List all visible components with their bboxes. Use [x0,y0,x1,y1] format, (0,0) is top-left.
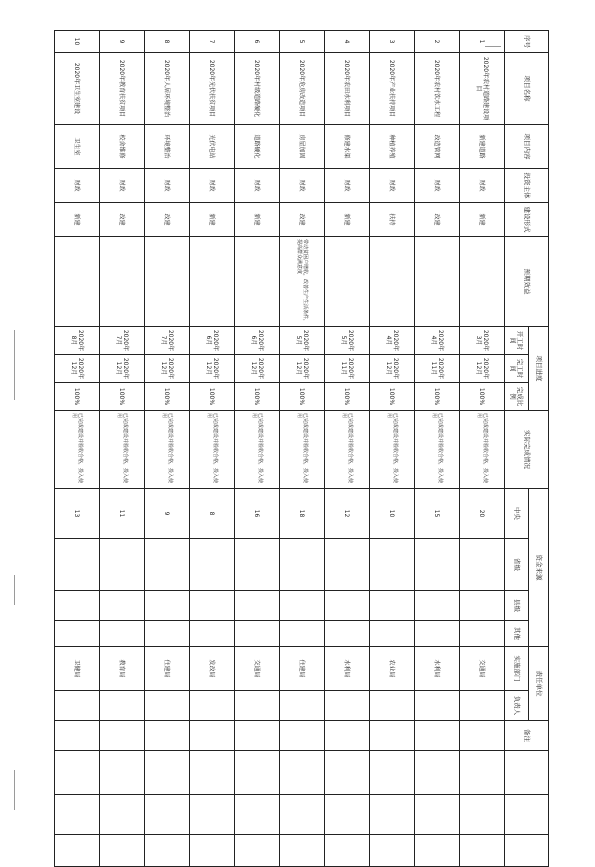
table-row [55,31,100,867]
cell-central: 10 [370,489,415,539]
cell-finish: 2020年12月 [280,355,325,383]
cell-investor: 财政 [190,169,235,203]
cell-start: 2020年4月 [415,327,460,355]
cell-seq: 9 [100,31,145,53]
cell-content: 环境整治 [145,125,190,169]
cell-actual: 已完成建设并验收合格，投入使用 [460,411,505,489]
cell-name: 2020年村级道路硬化 [235,53,280,125]
cell-completion: 100% [145,383,190,411]
cell-blank [370,795,415,835]
cell-start: 2020年5月 [280,327,325,355]
cell-blank [190,795,235,835]
cell-form: 改建 [100,203,145,237]
cell-name: 2020年人居环境整治 [145,53,190,125]
cell-blank [235,795,280,835]
cell-expected [460,237,505,327]
project-table [54,30,549,867]
cell-form: 新建 [235,203,280,237]
cell-lead [55,691,100,721]
table-row [280,31,325,867]
cell-form: 新建 [325,203,370,237]
cell-dept: 住建局 [145,647,190,691]
col-header-expected: 预期效益 [505,237,549,327]
cell-expected [325,237,370,327]
cell-blank [235,751,280,795]
col-header-blank-1 [505,751,549,795]
cell-other [370,621,415,647]
cell-blank [190,751,235,795]
cell-expected [100,237,145,327]
group-header-progress: 项目进度 [529,327,549,411]
cell-central: 9 [145,489,190,539]
cell-county [145,591,190,621]
cell-blank [280,795,325,835]
cell-remark [190,721,235,751]
cell-county [325,591,370,621]
cell-content: 新建道路 [460,125,505,169]
table-row [370,31,415,867]
col-header-province: 省级 [505,539,529,591]
cell-actual: 已完成建设并验收合格，投入使用 [190,411,235,489]
cell-name: 2020年教育扶贫项目 [100,53,145,125]
cell-remark [370,721,415,751]
cell-content: 光伏电站 [190,125,235,169]
table-row [145,31,190,867]
cell-province [415,539,460,591]
cell-county [460,591,505,621]
cell-blank [325,835,370,867]
cell-blank [235,835,280,867]
cell-blank [55,835,100,867]
cell-seq: 5 [280,31,325,53]
cell-seq: 1 [460,31,505,53]
cell-completion: 100% [415,383,460,411]
cell-finish: 2020年12月 [235,355,280,383]
cell-other [325,621,370,647]
cell-blank [145,835,190,867]
cell-blank [370,835,415,867]
cell-county [370,591,415,621]
col-header-blank-3 [505,835,549,867]
cell-blank [460,795,505,835]
cell-start: 2020年6月 [190,327,235,355]
cell-blank [280,751,325,795]
cell-blank [280,835,325,867]
cell-start: 2020年5月 [325,327,370,355]
col-header-investor: 投资主体 [505,169,549,203]
cell-actual: 已完成建设并验收合格，投入使用 [415,411,460,489]
cell-dept: 住建局 [280,647,325,691]
table-row [460,31,505,867]
rotated-table-wrapper [54,30,549,810]
cell-county [190,591,235,621]
cell-central: 8 [190,489,235,539]
col-header-finish: 完工时间 [505,355,529,383]
cell-dept: 教育局 [100,647,145,691]
col-header-blank-2 [505,795,549,835]
cell-blank [370,751,415,795]
scan-mark [14,330,15,400]
cell-dept: 水利局 [415,647,460,691]
cell-expected [190,237,235,327]
cell-actual: 已完成建设并验收合格，投入使用 [370,411,415,489]
cell-lead [415,691,460,721]
cell-finish: 2020年12月 [145,355,190,383]
cell-lead [325,691,370,721]
cell-county [235,591,280,621]
cell-expected [415,237,460,327]
cell-completion: 100% [55,383,100,411]
cell-central: 11 [100,489,145,539]
cell-remark [415,721,460,751]
cell-blank [415,835,460,867]
cell-blank [460,751,505,795]
cell-other [280,621,325,647]
cell-blank [100,835,145,867]
cell-completion: 100% [370,383,415,411]
cell-name: 2020年卫生室建设 [55,53,100,125]
cell-blank [325,751,370,795]
cell-central: 18 [280,489,325,539]
cell-form: 改建 [280,203,325,237]
cell-remark [100,721,145,751]
col-header-actual: 实际完成情况 [505,411,549,489]
cell-investor: 财政 [415,169,460,203]
cell-province [370,539,415,591]
cell-central: 12 [325,489,370,539]
cell-form: 新建 [55,203,100,237]
cell-expected [235,237,280,327]
cell-remark [280,721,325,751]
cell-investor: 财政 [325,169,370,203]
cell-start: 2020年6月 [235,327,280,355]
cell-actual: 已完成建设并验收合格，投入使用 [55,411,100,489]
table-row [190,31,235,867]
cell-completion: 100% [235,383,280,411]
cell-seq: 8 [145,31,190,53]
cell-blank [460,835,505,867]
col-header-start: 开工时间 [505,327,529,355]
cell-expected [145,237,190,327]
cell-actual: 已完成建设并验收合格，投入使用 [100,411,145,489]
cell-name: 2020年产业扶持项目 [370,53,415,125]
col-header-remark: 备注 [505,721,549,751]
cell-finish: 2020年12月 [460,355,505,383]
cell-investor: 财政 [460,169,505,203]
cell-province [55,539,100,591]
cell-investor: 财政 [280,169,325,203]
cell-other [100,621,145,647]
cell-start: 2020年8月 [55,327,100,355]
cell-actual: 已完成建设并验收合格，投入使用 [325,411,370,489]
scan-mark [14,770,15,810]
cell-completion: 100% [190,383,235,411]
cell-lead [100,691,145,721]
cell-start: 2020年3月 [460,327,505,355]
cell-blank [100,751,145,795]
cell-lead [190,691,235,721]
cell-province [190,539,235,591]
cell-investor: 财政 [100,169,145,203]
cell-province [280,539,325,591]
group-header-fund: 资金来源 [529,489,549,647]
col-header-content: 项目内容 [505,125,549,169]
cell-expected [370,237,415,327]
cell-content: 改造管网 [415,125,460,169]
cell-actual: 已完成建设并验收合格，投入使用 [280,411,325,489]
cell-blank [190,835,235,867]
cell-seq: 7 [190,31,235,53]
cell-investor: 财政 [55,169,100,203]
cell-form: 改建 [415,203,460,237]
cell-province [325,539,370,591]
col-header-dept: 实施部门 [505,647,529,691]
cell-central: 13 [55,489,100,539]
cell-lead [460,691,505,721]
cell-province [235,539,280,591]
cell-content: 房屋加固 [280,125,325,169]
col-header-central: 中央 [505,489,529,539]
cell-seq: 4 [325,31,370,53]
cell-county [415,591,460,621]
cell-county [100,591,145,621]
cell-name: 2020年农村饮水工程 [415,53,460,125]
cell-finish: 2020年12月 [190,355,235,383]
cell-blank [415,751,460,795]
cell-seq: 2 [415,31,460,53]
cell-other [235,621,280,647]
cell-lead [145,691,190,721]
col-header-county: 县级 [505,591,529,621]
cell-form: 新建 [190,203,235,237]
cell-content: 道路硬化 [235,125,280,169]
cell-lead [235,691,280,721]
cell-county [55,591,100,621]
cell-dept: 水利局 [325,647,370,691]
cell-finish: 2020年12月 [370,355,415,383]
cell-content: 卫生室 [55,125,100,169]
cell-start: 2020年7月 [145,327,190,355]
cell-form: 扶持 [370,203,415,237]
cell-completion: 100% [100,383,145,411]
cell-form: 新建 [460,203,505,237]
cell-actual: 已完成建设并验收合格，投入使用 [145,411,190,489]
cell-blank [55,795,100,835]
scan-mark [14,575,15,605]
cell-central: 16 [235,489,280,539]
col-header-seq: 序号 [505,31,549,53]
group-header-unit: 责任单位 [529,647,549,721]
cell-county [280,591,325,621]
cell-finish: 2020年12月 [100,355,145,383]
cell-other [415,621,460,647]
cell-lead [370,691,415,721]
cell-remark [55,721,100,751]
cell-name: 2020年光伏扶贫项目 [190,53,235,125]
cell-expected [55,237,100,327]
cell-blank [55,751,100,795]
cell-remark [235,721,280,751]
cell-seq: 10 [55,31,100,53]
cell-form: 改建 [145,203,190,237]
cell-province [460,539,505,591]
cell-investor: 财政 [235,169,280,203]
cell-dept: 交通局 [460,647,505,691]
col-header-name: 项目名称 [505,53,549,125]
cell-dept: 卫健局 [55,647,100,691]
cell-finish: 2020年12月 [55,355,100,383]
cell-actual: 已完成建设并验收合格，投入使用 [235,411,280,489]
cell-blank [415,795,460,835]
cell-finish: 2020年11月 [325,355,370,383]
cell-completion: 100% [280,383,325,411]
cell-content: 校舍维修 [100,125,145,169]
cell-province [100,539,145,591]
table-row [325,31,370,867]
cell-content: 种植养殖 [370,125,415,169]
cell-other [55,621,100,647]
table-row [235,31,280,867]
col-header-form: 建设形式 [505,203,549,237]
cell-expected: 带动贫困户增收，改善生产生活条件，提高群众满意度 [280,237,325,327]
cell-content: 修建水渠 [325,125,370,169]
cell-investor: 财政 [145,169,190,203]
cell-completion: 100% [325,383,370,411]
cell-other [460,621,505,647]
cell-central: 15 [415,489,460,539]
col-header-lead: 负责人 [505,691,529,721]
cell-start: 2020年7月 [100,327,145,355]
table-row [100,31,145,867]
cell-dept: 农业局 [370,647,415,691]
cell-blank [325,795,370,835]
cell-name: 2020年农田水利项目 [325,53,370,125]
cell-remark [325,721,370,751]
cell-other [190,621,235,647]
cell-other [145,621,190,647]
cell-seq: 3 [370,31,415,53]
cell-lead [280,691,325,721]
cell-dept: 发改局 [190,647,235,691]
cell-blank [145,795,190,835]
cell-name: 2020年农村道路建设项目 [460,53,505,125]
cell-start: 2020年4月 [370,327,415,355]
cell-remark [145,721,190,751]
cell-province [145,539,190,591]
col-header-other: 其他 [505,621,529,647]
table-row [415,31,460,867]
cell-name: 2020年危房改造项目 [280,53,325,125]
cell-finish: 2020年11月 [415,355,460,383]
cell-completion: 100% [460,383,505,411]
cell-blank [145,751,190,795]
cell-blank [100,795,145,835]
cell-investor: 财政 [370,169,415,203]
col-header-completion: 完成比例 [505,383,529,411]
cell-seq: 6 [235,31,280,53]
cell-remark [460,721,505,751]
cell-dept: 交通局 [235,647,280,691]
cell-central: 20 [460,489,505,539]
